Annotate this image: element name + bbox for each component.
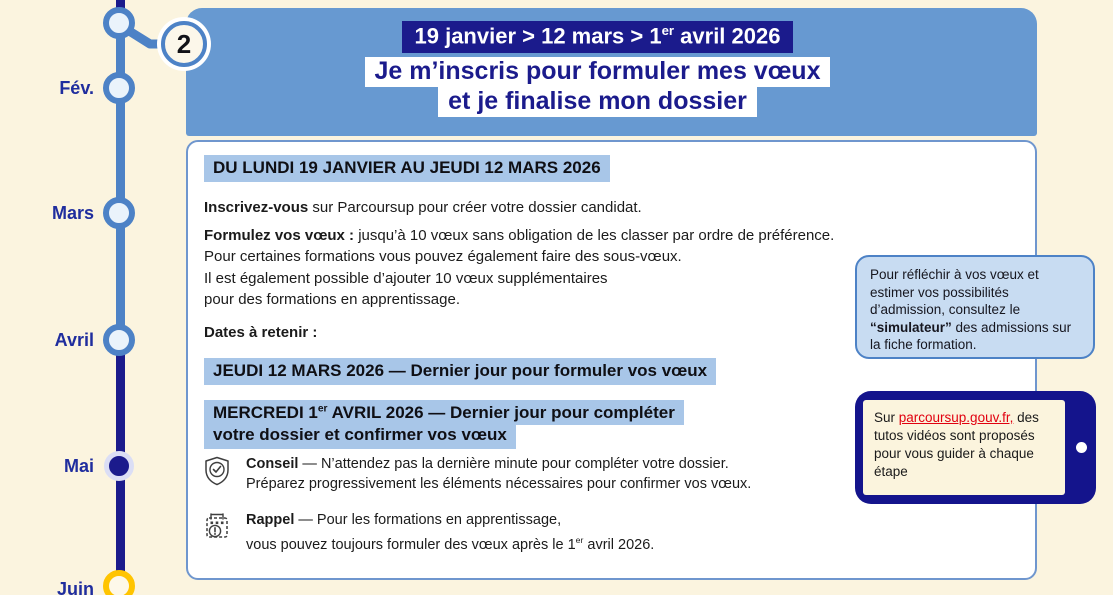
reminder-label: Rappel	[246, 512, 295, 528]
simulator-tip-pre: Pour réfléchir à vos vœux et estimer vos possibilités d’admission, consultez le	[870, 267, 1039, 317]
reminder-line2-pre: vous pouvez toujours formuler des vœux après le 1	[246, 536, 576, 553]
deadline-april-line2: votre dossier et confirmer vos vœux	[204, 425, 516, 449]
wishes-lead: Formulez vos vœux :	[204, 227, 355, 244]
step-title-line1: Je m’inscris pour formuler mes vœux	[365, 57, 831, 87]
apprenticeship-line1: Il est également possible d’ajouter 10 vœux supplémentaires	[204, 270, 608, 287]
period-heading-highlight: DU LUNDI 19 JANVIER AU JEUDI 12 MARS 2026	[204, 155, 610, 182]
reminder-line2-sup: er	[575, 534, 584, 545]
dates-to-remember-label: Dates à retenir :	[204, 324, 318, 341]
date-range-post: avril 2026	[674, 23, 781, 49]
phone-screen	[863, 400, 1065, 495]
reminder-note	[204, 511, 654, 555]
timeline-month-label: Fév.	[59, 78, 94, 98]
timeline-node-march	[103, 197, 135, 229]
timeline-node-may	[104, 451, 134, 481]
advice-sep: —	[298, 456, 321, 472]
deadline-april-line1	[204, 400, 684, 425]
wishes-paragraph	[204, 225, 834, 267]
reminder-sep: —	[294, 512, 317, 528]
step-title	[186, 57, 1009, 117]
date-range-pre: 19 janvier > 12 mars > 1	[414, 23, 662, 49]
step-title-line2: et je finalise mon dossier	[438, 87, 757, 117]
timeline-node-february	[103, 72, 135, 104]
deadline-march	[204, 358, 716, 385]
step-number-badge: 2	[161, 21, 207, 67]
deadline-april-sup: er	[317, 403, 328, 415]
timeline-node-june	[103, 570, 135, 595]
register-lead: Inscrivez-vous	[204, 199, 309, 216]
reminder-line2-post: avril 2026.	[583, 536, 655, 553]
timeline-month-label: Mars	[51, 203, 94, 223]
calendar-alert-icon	[204, 512, 234, 547]
timeline-node-april	[103, 324, 135, 356]
reminder-line1: Pour les formations en apprentissage,	[316, 512, 562, 528]
period-heading	[204, 155, 610, 182]
advice-note	[204, 455, 751, 494]
deadline-april	[204, 400, 684, 449]
timeline-month-label: Juin	[56, 579, 94, 595]
reminder-text	[246, 511, 654, 555]
timeline-month-label: Avril	[54, 330, 94, 350]
advice-text	[246, 455, 751, 494]
date-range-sup: er	[661, 23, 675, 38]
simulator-tip-callout	[855, 255, 1095, 359]
step-header	[186, 8, 1037, 136]
shield-check-icon	[204, 456, 234, 491]
apprenticeship-line2: pour des formations en apprentissage.	[204, 291, 460, 308]
simulator-tip-bold: “simulateur”	[870, 319, 952, 335]
deadline-april-pre: MERCREDI 1	[213, 403, 318, 422]
advice-label: Conseil	[246, 456, 299, 472]
register-paragraph	[204, 197, 642, 218]
simulator-tip-post: des admissions sur la fiche formation.	[870, 319, 1072, 352]
apprenticeship-paragraph	[204, 268, 608, 310]
timeline-node-january	[103, 7, 135, 39]
timeline-line-upper	[116, 8, 125, 342]
phone-text-pre: Sur	[874, 410, 899, 425]
wishes-rest: jusqu’à 10 vœux sans obligation de les classer par ordre de préférence.	[354, 227, 835, 244]
timeline-month-label: Mai	[63, 456, 94, 476]
advice-line2: Préparez progressivement les éléments nécessaires pour confirmer vos vœux.	[246, 475, 752, 492]
parcoursup-link[interactable]: parcoursup.gouv.fr,	[898, 410, 1014, 425]
phone-text-post: des tutos vidéos sont proposés pour vous guider à chaque étape	[874, 410, 1039, 479]
phone-frame	[855, 391, 1096, 504]
phone-camera-dot	[1076, 442, 1087, 453]
register-rest: sur Parcoursup pour créer votre dossier candidat.	[308, 199, 642, 216]
wishes-line2: Pour certaines formations vous pouvez également faire des sous-vœux.	[204, 248, 682, 265]
advice-line1: N’attendez pas la dernière minute pour compléter votre dossier.	[320, 456, 729, 472]
deadline-march-highlight: JEUDI 12 MARS 2026 — Dernier jour pour formuler vos vœux	[204, 358, 716, 385]
date-range-banner	[402, 21, 794, 53]
deadline-april-post: AVRIL 2026 — Dernier jour pour compléter	[327, 403, 675, 422]
step-content-panel	[186, 140, 1037, 580]
